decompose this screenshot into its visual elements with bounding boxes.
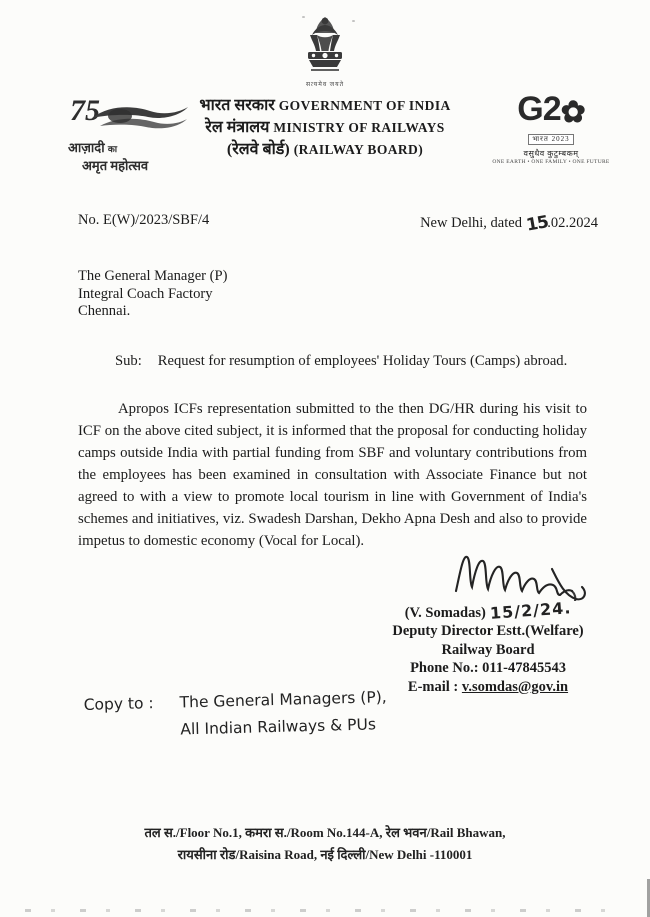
copy-to-label: Copy to :: [83, 694, 154, 714]
scan-speck: [352, 20, 355, 22]
signatory-office: Railway Board: [441, 641, 535, 658]
g20-wordmark: [487, 92, 615, 128]
signatory-name-line: [358, 598, 618, 623]
azadi-amrit-mahotsav-logo: [68, 94, 198, 174]
copy-recipients-line1: The General Managers (P),: [179, 688, 387, 712]
handwritten-copy-note: [83, 684, 387, 746]
scan-noise-artifacts: [25, 909, 625, 912]
g20-country-year: भारत 2023: [528, 134, 573, 145]
addressee-line: The General Manager (P): [78, 268, 228, 284]
handwritten-day: 15: [524, 212, 550, 236]
g20-india-logo: [487, 92, 615, 165]
subject-line: [115, 353, 567, 370]
office-address-footer: [0, 822, 650, 866]
railway-board-hindi: (रेलवे बोर्ड): [226, 141, 290, 158]
copy-recipients-line2: All Indian Railways & PUs: [180, 715, 377, 739]
ministry-hindi: रेल मंत्रालय: [205, 119, 270, 136]
letterhead-line2: [165, 117, 485, 139]
reference-line: [78, 212, 598, 236]
footer-line2: रायसीना रोड/Raisina Road, नई दिल्ली/New Delhi -110001: [177, 847, 473, 862]
gov-of-india-hindi: भारत सरकार: [199, 97, 275, 114]
subject-label: Sub:: [115, 353, 142, 369]
signature-block: [358, 545, 618, 696]
national-emblem: [298, 13, 352, 88]
signatory-name: (V. Somadas): [404, 605, 486, 621]
azadi-text-line2: अमृत महोत्सव: [82, 158, 149, 173]
ministry-english: MINISTRY OF RAILWAYS: [273, 120, 445, 135]
addressee-block: [78, 268, 228, 321]
g20-letters: G2: [517, 90, 561, 128]
letterhead-line3: [165, 139, 485, 161]
addressee-line: Chennai.: [78, 303, 131, 319]
subject-text: Request for resumption of employees' Holiday Tours (Camps) abroad.: [157, 353, 568, 369]
g20-motto-english: ONE EARTH • ONE FAMILY • ONE FUTURE: [492, 159, 610, 165]
footer-line1: तल स./Floor No.1, कमरा स./Room No.144-A, रेल भवन/Rail Bhawan,: [144, 825, 506, 840]
g20-motto-hindi: वसुधैव कुटुम्बकम्: [523, 149, 579, 158]
emblem-motto: सत्यमेव जयते: [305, 82, 345, 88]
email-label: E-mail :: [407, 678, 462, 695]
email-address: v.somdas@gov.in: [461, 678, 569, 695]
ashoka-lion-capital-icon: [298, 13, 352, 79]
gov-of-india-english: GOVERNMENT OF INDIA: [278, 98, 451, 113]
handwritten-signature-date: 15/2/24.: [489, 598, 572, 623]
addressee-line: Integral Coach Factory: [78, 285, 213, 302]
date-prefix: New Delhi, dated: [420, 215, 526, 231]
signatory-email-line: [358, 678, 618, 697]
railway-board-english: (RAILWAY BOARD): [293, 142, 424, 157]
letterhead-title: [165, 95, 485, 161]
azadi-word1: आज़ादी: [68, 140, 105, 155]
handwritten-signature-icon: [448, 545, 608, 601]
date-suffix: .02.2024: [547, 215, 598, 231]
letterhead-line1: [165, 95, 485, 117]
place-and-date: [420, 212, 598, 236]
g20-lotus-zero-icon: ✿: [560, 96, 585, 129]
signatory-phone: Phone No.: 011-47845543: [410, 660, 566, 676]
azadi-text-line1: [68, 138, 198, 156]
azadi-75-number: 75: [70, 94, 100, 127]
flag-swoosh-icon: [90, 102, 190, 136]
letter-body: Apropos ICFs representation submitted to the then DG/HR during his visit to ICF on the above cited subject, it is informed that the proposal for conducting holiday camps outside India with partial funding from SBF and voluntary contributions from the employees has been examined in consultation with Associate Finance but not agreed to with a view to promote local tourism in line with Government of India's schemes and initiatives, viz. Swadesh Darshan, Dekho Apna Desh and also to provide impetus to domestic economy (Vocal for Local).: [78, 401, 587, 549]
signatory-designation: Deputy Director Estt.(Welfare): [392, 623, 584, 639]
scan-speck: [302, 16, 305, 18]
letter-number: No. E(W)/2023/SBF/4: [78, 212, 210, 228]
azadi-75-flag: [68, 94, 198, 136]
azadi-word1-small: का: [107, 144, 118, 154]
